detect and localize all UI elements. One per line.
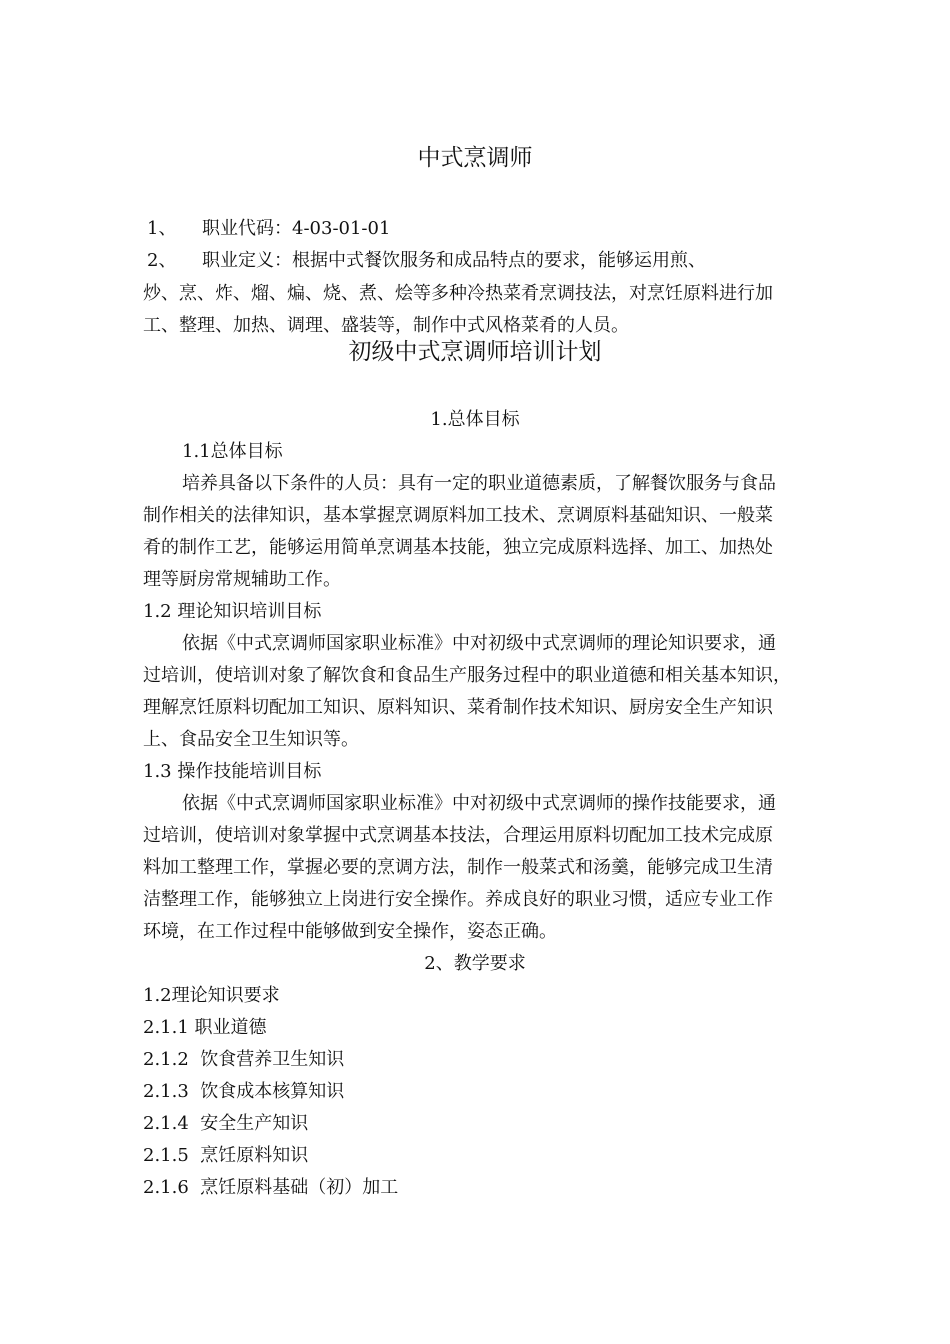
paragraph-line: 上、食品安全卫生知识等。	[143, 729, 359, 750]
list-item: 2.1.1 职业道德	[143, 1017, 267, 1038]
paragraph-line: 制作相关的法律知识，基本掌握烹调原料加工技术、烹调原料基础知识、一般菜	[143, 505, 773, 526]
subsection-1-2-heading: 1.2 理论知识培训目标	[143, 601, 322, 622]
intro-item-1-text: 职业代码：4-03-01-01	[202, 218, 391, 239]
paragraph-line: 过培训，使培训对象掌握中式烹调基本技法，合理运用原料切配加工技术完成原	[143, 825, 773, 846]
list-item: 2.1.2 饮食营养卫生知识	[143, 1049, 345, 1070]
subsection-1-3-heading: 1.3 操作技能培训目标	[143, 761, 322, 782]
section-1-heading: 1.总体目标	[430, 409, 520, 430]
plan-title: 初级中式烹调师培训计划	[348, 339, 602, 365]
subsection-1-1-heading: 1.1总体目标	[182, 441, 283, 462]
intro-item-1-number: 1、	[147, 218, 177, 239]
list-item: 2.1.6 烹饪原料基础（初）加工	[143, 1177, 399, 1198]
paragraph-line: 理等厨房常规辅助工作。	[143, 569, 341, 590]
paragraph-line: 料加工整理工作，掌握必要的烹调方法，制作一般菜式和汤羹，能够完成卫生清	[143, 857, 773, 878]
paragraph-line: 肴的制作工艺，能够运用简单烹调基本技能，独立完成原料选择、加工、加热处	[143, 537, 773, 558]
paragraph-line: 依据《中式烹调师国家职业标准》中对初级中式烹调师的理论知识要求，通	[182, 633, 776, 654]
paragraph-line: 过培训，使培训对象了解饮食和食品生产服务过程中的职业道德和相关基本知识，	[143, 665, 791, 686]
intro-item-2-text: 职业定义：根据中式餐饮服务和成品特点的要求，能够运用煎、	[202, 250, 706, 271]
paragraph-line: 培养具备以下条件的人员：具有一定的职业道德素质，了解餐饮服务与食品	[182, 473, 776, 494]
intro-item-2-number: 2、	[147, 250, 177, 271]
section-2-heading: 2、教学要求	[424, 953, 526, 974]
subsection-2-heading: 1.2理论知识要求	[143, 985, 280, 1006]
list-item: 2.1.3 饮食成本核算知识	[143, 1081, 345, 1102]
paragraph-line: 依据《中式烹调师国家职业标准》中对初级中式烹调师的操作技能要求，通	[182, 793, 776, 814]
paragraph-line: 洁整理工作，能够独立上岗进行安全操作。养成良好的职业习惯，适应专业工作	[143, 889, 773, 910]
list-item: 2.1.4 安全生产知识	[143, 1113, 309, 1134]
intro-item-2-line-3: 工、整理、加热、调理、盛装等，制作中式风格菜肴的人员。	[143, 315, 629, 336]
intro-item-2-line-2: 炒、烹、炸、熘、煸、烧、煮、烩等多种冷热菜肴烹调技法，对烹饪原料进行加	[143, 283, 773, 304]
list-item: 2.1.5 烹饪原料知识	[143, 1145, 309, 1166]
document-title: 中式烹调师	[417, 145, 533, 171]
paragraph-line: 理解烹饪原料切配加工知识、原料知识、菜肴制作技术知识、厨房安全生产知识	[143, 697, 773, 718]
paragraph-line: 环境，在工作过程中能够做到安全操作，姿态正确。	[143, 921, 557, 942]
